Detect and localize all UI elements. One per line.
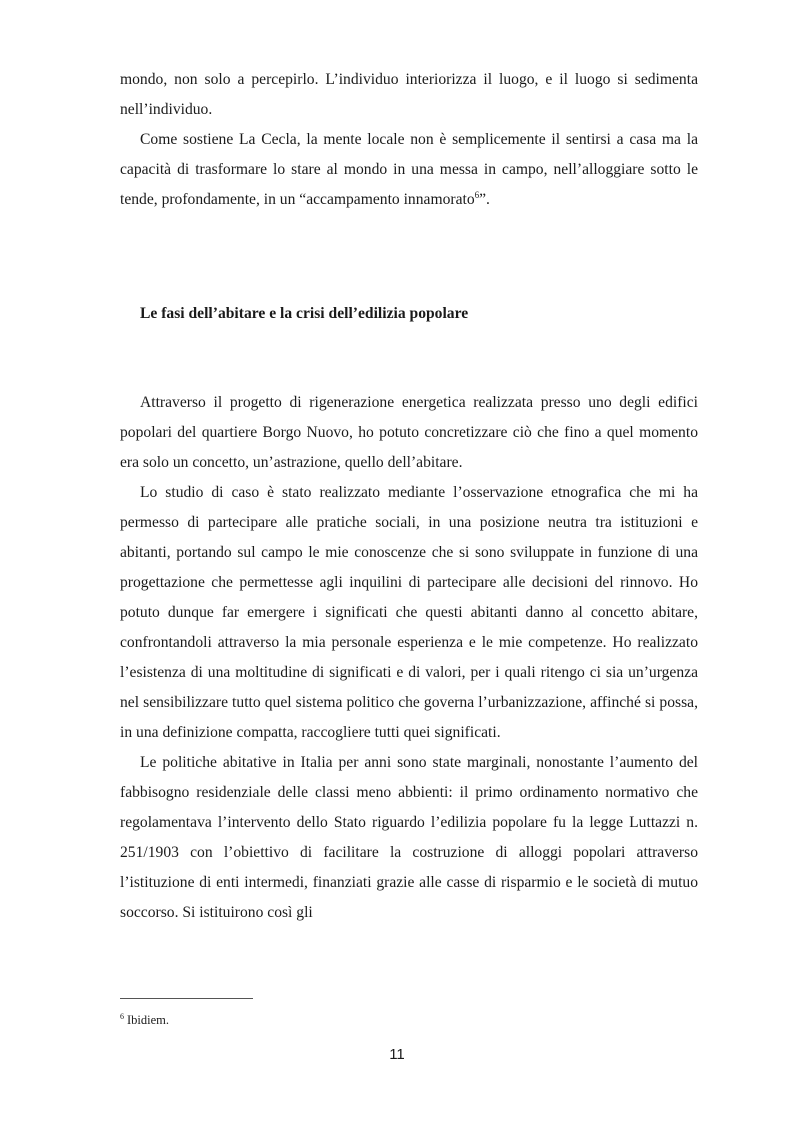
top-text-block: [120, 65, 698, 215]
footnote-text: Ibidiem.: [127, 1013, 170, 1027]
section-heading: Le fasi dell’abitare e la crisi dell’edilizia popolare: [140, 305, 469, 322]
page-number: 11: [389, 1046, 405, 1063]
footnote-divider: [120, 998, 253, 999]
paragraph-la-cecla-text: Come sostiene La Cecla, la mente locale non è semplicemente il sentirsi a casa ma la capacità di trasformare lo stare al mondo in una messa in campo, nell’alloggiare sotto le tende, profondamente, in un “accampamento innamorato: [120, 131, 698, 208]
paragraph-la-cecla: [120, 125, 698, 215]
paragraph-la-cecla-end: ”.: [479, 191, 490, 208]
footnote-number: 6: [120, 1011, 124, 1021]
paragraph: Attraverso il progetto di rigenerazione energetica realizzata presso uno degli edifici popolari del quartiere Borgo Nuovo, ho potuto concretizzare ciò che fino a quel momento era solo un concetto, un’astrazione, quello dell’abitare.: [120, 394, 698, 471]
footnote-reference[interactable]: 6: [474, 189, 480, 200]
paragraph: Lo studio di caso è stato realizzato mediante l’osservazione etnografica che mi ha permesso di partecipare alle pratiche sociali, in una posizione neutra tra istituzioni e abitanti, portando sul campo le mie conoscenze che si sono sviluppate in funzione di una progettazione che permettesse agli inquilini di partecipare alle decisioni del rinnovo. Ho potuto dunque far emergere i significati che questi abitanti danno al concetto abitare, confrontandoli attraverso la mia personale esperienza e le mie competenze. Ho realizzato l’esistenza di una moltitudine di significati e di valori, per i quali ritengo ci sia un’urgenza nel sensibilizzare tutto quel sistema politico che governa l’urbanizzazione, affinché si possa, in una definizione compatta, raccogliere tutti quei significati.: [120, 484, 698, 741]
paragraph: Le politiche abitative in Italia per anni sono state marginali, nonostante l’aumento del fabbisogno residenziale delle classi meno abbienti: il primo ordinamento normativo che regolamentava l’intervento dello Stato riguardo l’edilizia popolare fu la legge Luttazzi n. 251/1903 con l’obiettivo di facilitare la costruzione di alloggi popolari attraverso l’istituzione di enti intermedi, finanziati grazie alle casse di risparmio e le società di mutuo soccorso. Si istituirono così gli: [120, 754, 698, 921]
paragraph-continuation: mondo, non solo a percepirlo. L’individuo interiorizza il luogo, e il luogo si sedimenta nell’individuo.: [120, 71, 698, 118]
footnote: [120, 1012, 169, 1028]
section-body: [120, 388, 698, 928]
